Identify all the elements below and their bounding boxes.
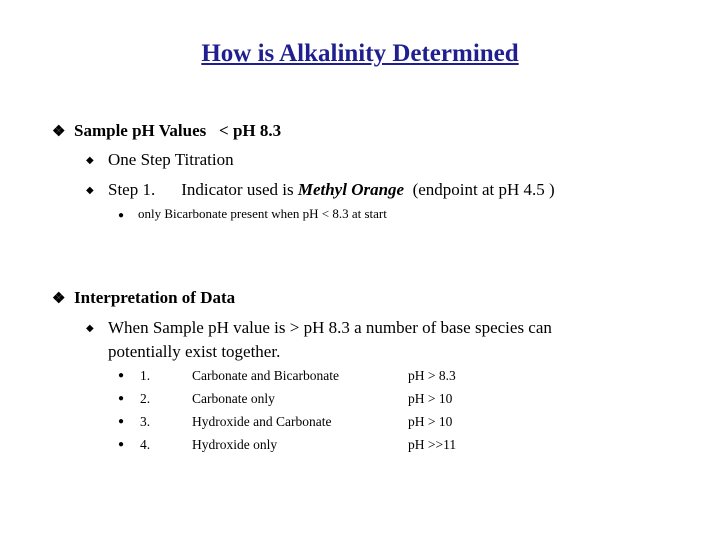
- row-description: Carbonate only: [192, 391, 275, 406]
- list-item-text: When Sample pH value is > pH 8.3 a number of base species can: [108, 318, 552, 337]
- row-ph: pH > 10: [408, 414, 453, 429]
- row-number: 2.: [140, 391, 151, 406]
- dot-bullet-icon: ●: [118, 393, 125, 404]
- section-interpretation: [52, 288, 235, 308]
- step-middle: Indicator used is: [181, 180, 294, 199]
- list-item-text: One Step Titration: [108, 150, 234, 169]
- list-item: [86, 318, 552, 338]
- list-item: [86, 150, 234, 170]
- diamond-bullet-icon: ❖: [52, 124, 66, 140]
- sub-list-item: [118, 206, 387, 222]
- step-endpoint: (endpoint at pH 4.5 ): [412, 180, 555, 199]
- section-heading: Sample pH Values < pH 8.3: [74, 121, 282, 140]
- diamond-bullet-icon: ❖: [52, 291, 66, 307]
- small-diamond-bullet-icon: ◆: [86, 323, 94, 334]
- row-ph: pH > 8.3: [408, 368, 456, 383]
- row-description: Hydroxide and Carbonate: [192, 414, 332, 429]
- row-number: 1.: [140, 368, 151, 383]
- row-description: Hydroxide only: [192, 437, 278, 452]
- row-number: 4.: [140, 437, 151, 452]
- section-heading: Interpretation of Data: [74, 288, 236, 307]
- dot-bullet-icon: ●: [118, 439, 125, 450]
- row-ph: pH >>11: [408, 437, 457, 452]
- row-description: Carbonate and Bicarbonate: [192, 368, 339, 383]
- small-diamond-bullet-icon: ◆: [86, 155, 94, 166]
- list-item: [86, 180, 555, 200]
- sub-list-text: only Bicarbonate present when pH < 8.3 at start: [138, 206, 387, 221]
- page-title: How is Alkalinity Determined: [201, 40, 519, 67]
- step-label: Step 1.: [108, 180, 156, 199]
- dot-bullet-icon: ●: [118, 210, 125, 221]
- dot-bullet-icon: ●: [118, 370, 125, 381]
- row-number: 3.: [140, 414, 151, 429]
- small-diamond-bullet-icon: ◆: [86, 185, 94, 196]
- dot-bullet-icon: ●: [118, 416, 125, 427]
- indicator-name: Methyl Orange: [297, 180, 405, 199]
- row-ph: pH > 10: [408, 391, 453, 406]
- list-item-continuation: potentially exist together.: [108, 342, 281, 361]
- section-sample-ph: [52, 121, 281, 141]
